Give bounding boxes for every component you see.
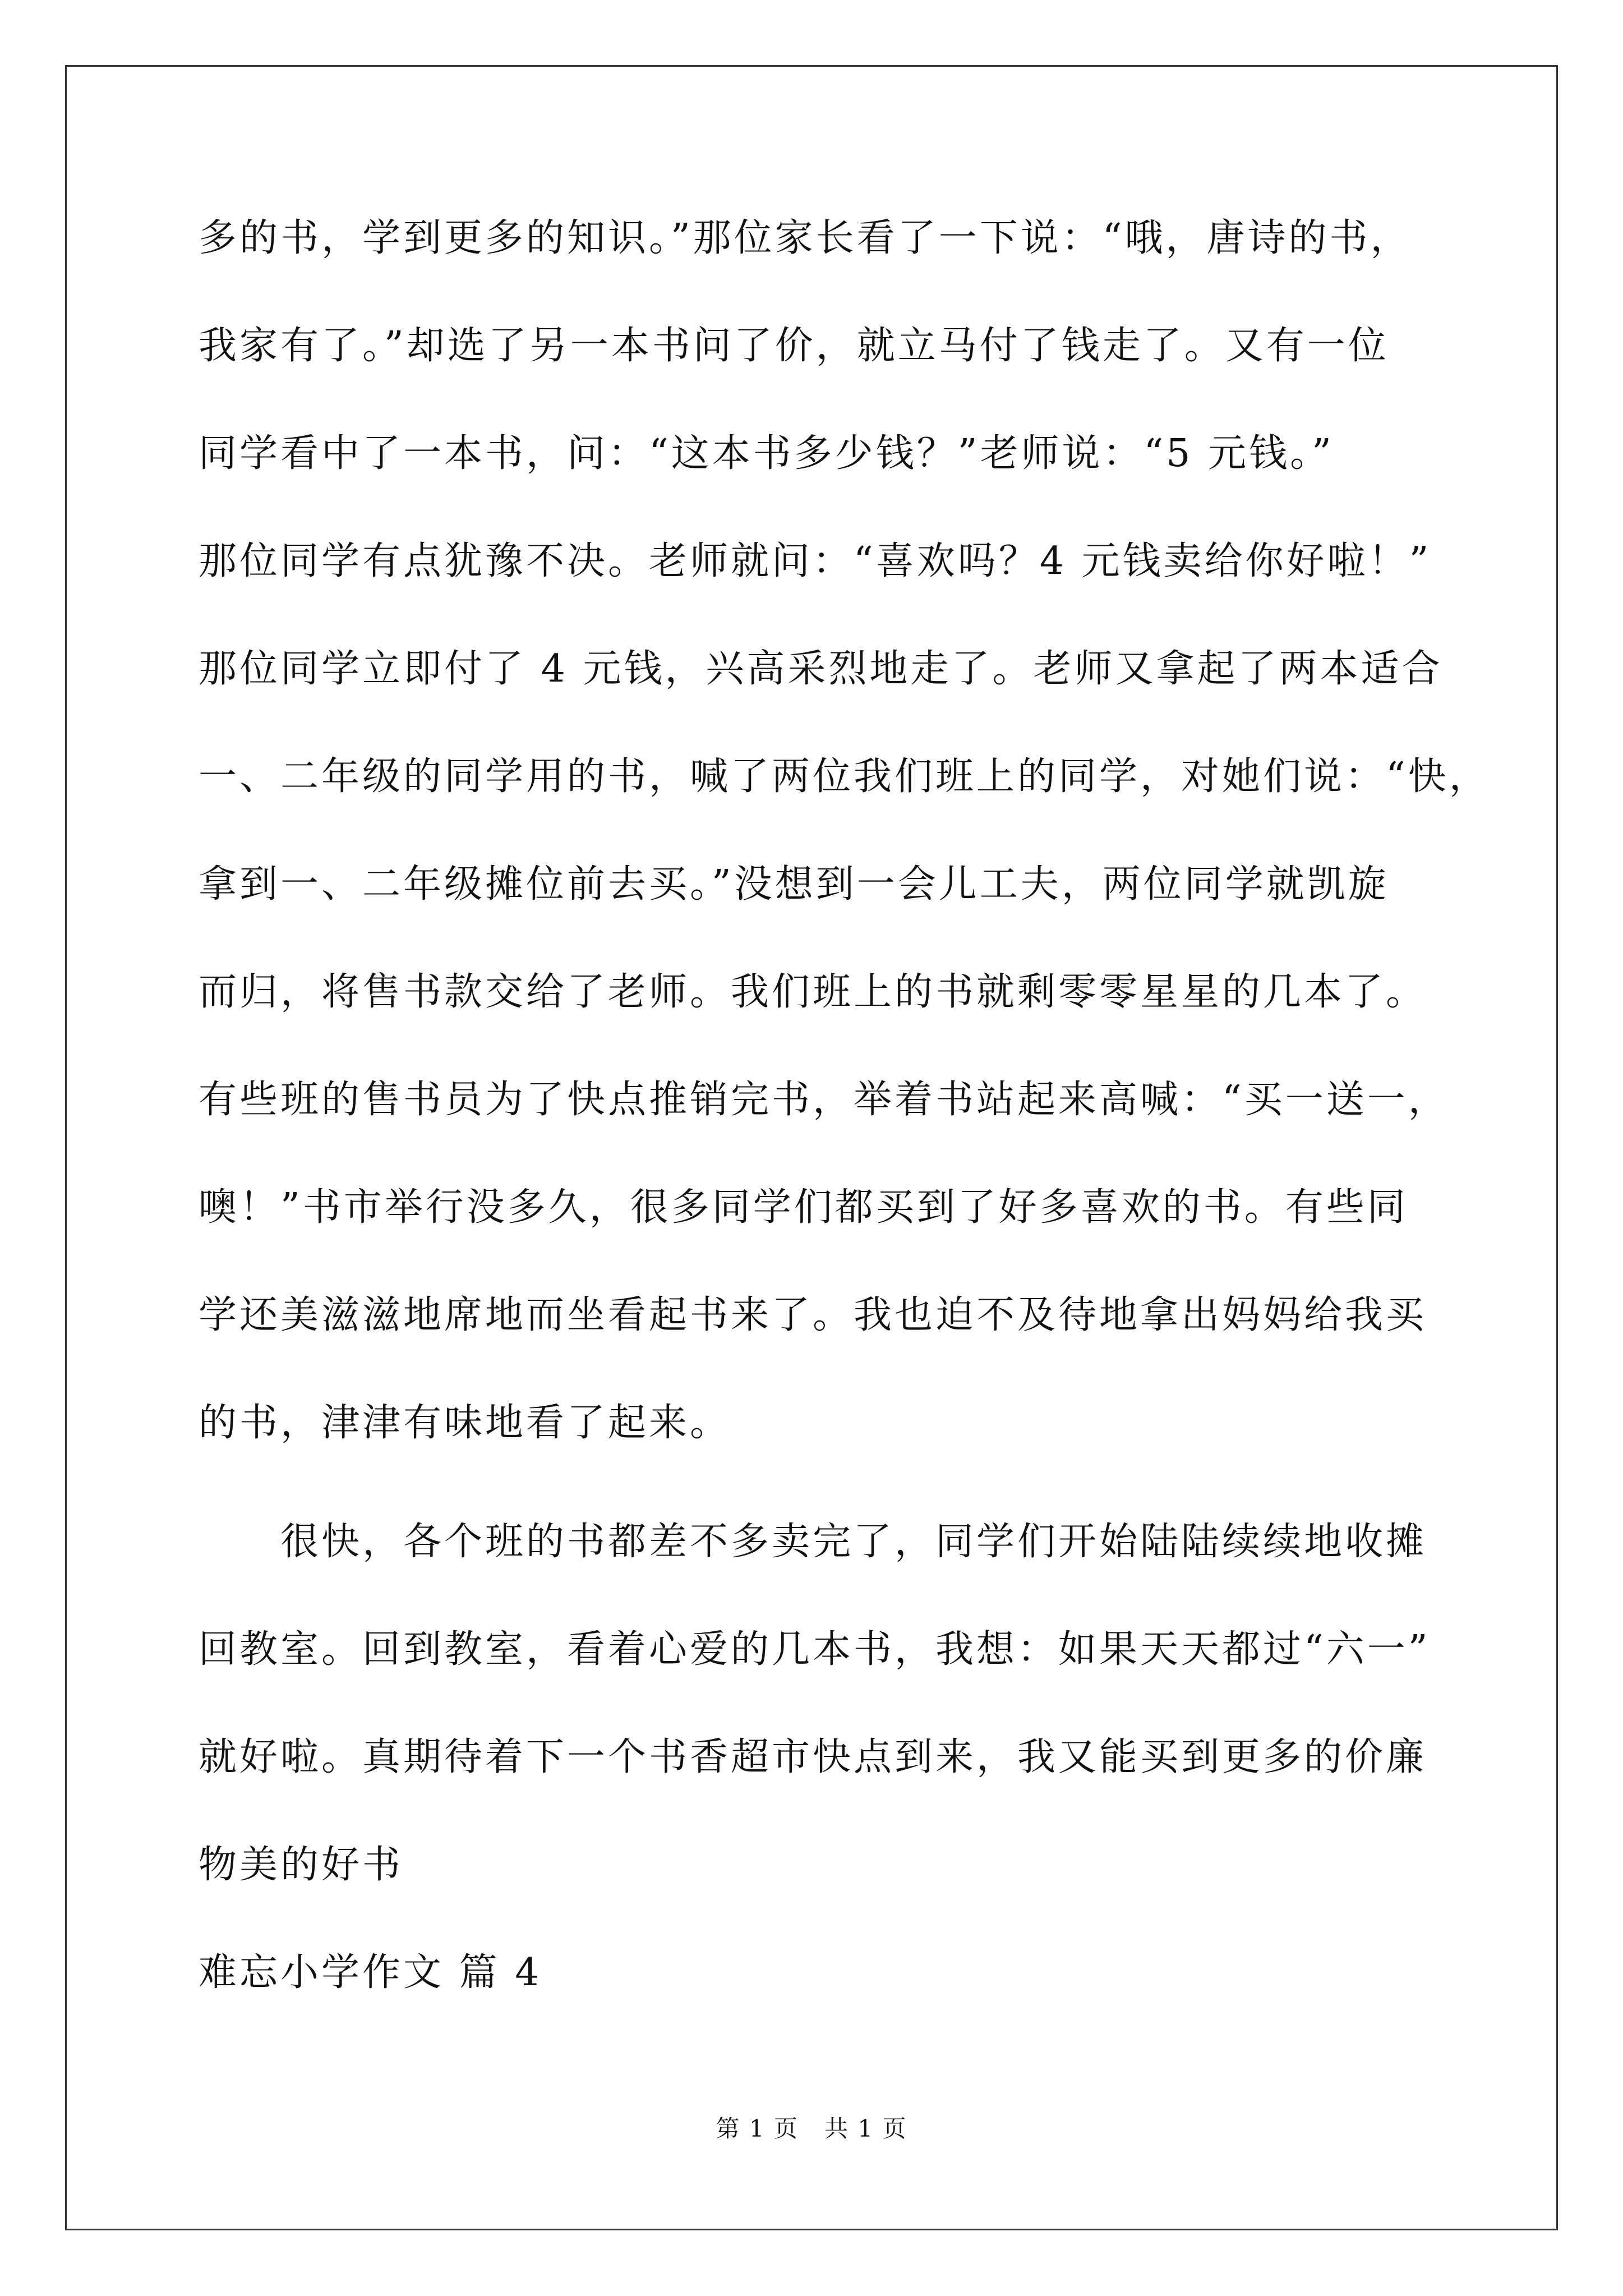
paragraph-start-line: 很快，各个班的书都差不多卖完了，同学们开始陆陆续续地收摊 [199, 1520, 1427, 1564]
section-heading: 难忘小学作文 篇 4 [199, 1950, 542, 1995]
text-line: 拿到一、二年级摊位前去买。”没想到一会儿工夫，两位同学就凯旋 [199, 862, 1389, 907]
text-line: 噢！”书市举行没多久，很多同学们都买到了好多喜欢的书。有些同 [199, 1185, 1408, 1230]
text-line: 的书，津津有味地看了起来。 [199, 1401, 731, 1445]
text-line: 同学看中了一本书，问：“这本书多少钱？”老师说：“5 元钱。” [199, 431, 1334, 476]
text-line: 学还美滋滋地席地而坐看起书来了。我也迫不及待地拿出妈妈给我买 [199, 1293, 1427, 1337]
document-body [199, 213, 1490, 2055]
text-line: 那位同学立即付了 4 元钱，兴高采烈地走了。老师又拿起了两本适合 [199, 647, 1443, 691]
text-line: 物美的好书 [199, 1843, 404, 1887]
text-line: 一、二年级的同学用的书，喊了两位我们班上的同学，对她们说：“快， [199, 754, 1490, 799]
text-line: 那位同学有点犹豫不决。老师就问：“喜欢吗？4 元钱卖给你好啦！” [199, 539, 1432, 583]
page-number-footer: 第 1 页 共 1 页 [716, 2115, 907, 2142]
text-line: 而归，将售书款交给了老师。我们班上的书就剩零零星星的几本了。 [199, 970, 1427, 1014]
text-line: 我家有了。”却选了另一本书问了价，就立马付了钱走了。又有一位 [199, 324, 1389, 368]
text-line: 多的书，学到更多的知识。”那位家长看了一下说：“哦，唐诗的书， [199, 216, 1412, 260]
text-line: 回教室。回到教室，看着心爱的几本书，我想：如果天天都过“六一” [199, 1627, 1431, 1672]
text-line: 有些班的售书员为了快点推销完书，举着书站起来高喊：“买一送一， [199, 1078, 1449, 1122]
text-line: 就好啦。真期待着下一个书香超市快点到来，我又能买到更多的价廉 [199, 1735, 1427, 1779]
